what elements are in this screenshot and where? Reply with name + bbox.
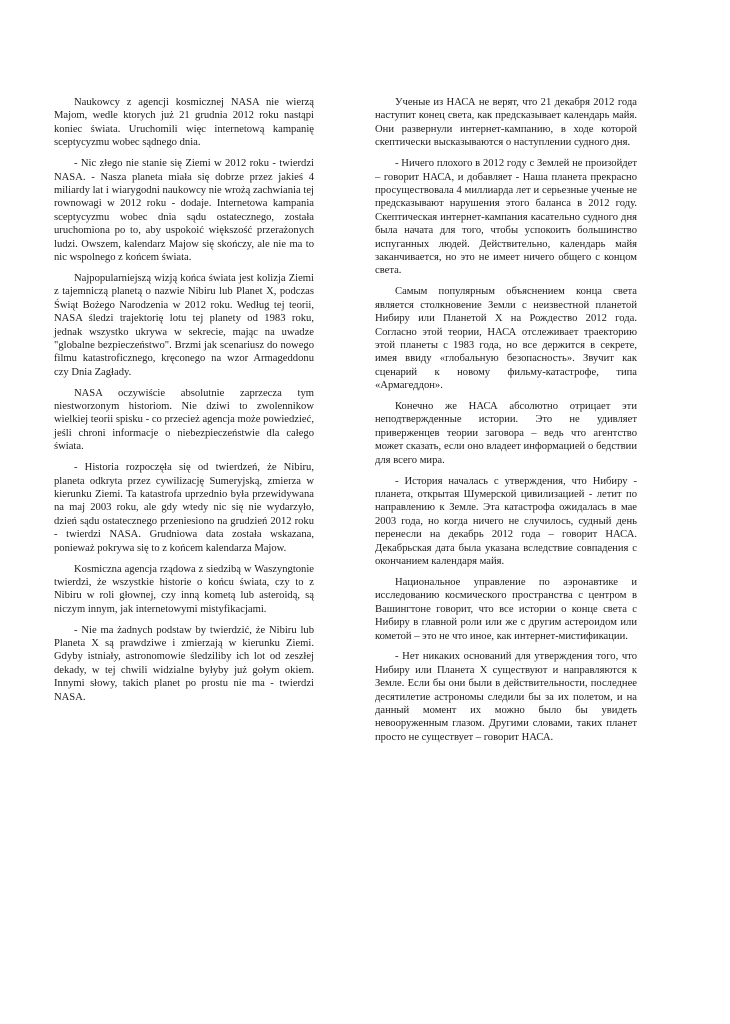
polish-paragraph-2: - Nic złego nie stanie się Ziemi w 2012 roku - twierdzi NASA. - Nasza planeta miała się dobrze przez jakieś 4 miliardy lat i wiarygodni naukowcy nie wrożą zachwiania tej rownowagi w 2012 roku - dodaje. Internetowa kampania sceptycyzmu wobec dnia sądu ostatecznego, została uruchomiona po to, aby uspokoić większość przerażonych ludzi. Owszem, kalendarz Majow się skończy, ale nie ma to nic wspolnego z końcem świata.	[54, 158, 314, 263]
russian-paragraph-2: - Ничего плохого в 2012 году с Землей не произойдет – говорит НАСА, и добавляет - Наша планета прекрасно просуществовала 4 миллиарда лет и серьезные ученые не предсказывают нарушения этого баланса в 2012 году. Скептическая интернет-кампания касательно судного дня была начата для того, чтобы успокоить большинство испуганных людей. Действительно, календарь майя заканчивается, но это не имеет ничего общего с концом света.	[375, 158, 637, 277]
polish-paragraph-6: Kosmiczna agencja rządowa z siedzibą w Waszyngtonie twierdzi, że wszystkie historie o końcu świata, czy to z Nibiru w roli głownej, czy inną kometą lub asteroidą, są niczym innym, jak internetowymi mistyfikacjami.	[54, 563, 314, 615]
russian-paragraph-6: Национальное управление по аэронавтике и исследованию космического пространства с центром в Вашингтоне говорит, что все истории о конце света с Нибиру в главной роли или же с другим астероидом или кометой – это не что иное, как интернет-мистификации.	[375, 576, 637, 642]
russian-column	[375, 96, 637, 752]
russian-paragraph-5: - История началась с утверждения, что Нибиру - планета, открытая Шумерской цивилизацией - летит по направлению к Земле. Эта катастрофа ожидалась в мае 2003 года, но когда ничего не случилось, судный день перенесли на декабрь 2012 года – говорит НАСА. Декабрьская дата была указана вследствие совпадения с окончанием календаря майя.	[375, 475, 637, 567]
russian-paragraph-7: - Нет никаких оснований для утверждения того, что Нибиру или Планета X существуют и направляются к Земле. Если бы они были в действительности, последнее десятилетие астрономы следили бы за их полетом, и на данный момент их можно было бы увидеть невооруженным глазом. Другими словами, таких планет просто не существует – говорит НАСА.	[375, 651, 637, 743]
polish-paragraph-7: - Nie ma żadnych podstaw by twierdzić, że Nibiru lub Planeta X są prawdziwe i zmierzają w kierunku Ziemi. Gdyby istniały, astronomowie śledziliby ich lot od zeszłej dekady, w tej chwili widzialne byłyby już gołym okiem. Innymi słowy, takich planet po prostu nie ma - twierdzi NASA.	[54, 624, 314, 703]
polish-paragraph-5: - Historia rozpoczęła się od twierdzeń, że Nibiru, planeta odkryta przez cywilizację Sumeryjską, zmierza w kierunku Ziemi. Ta katastrofa uprzednio była przewidywana na maj 2003 roku, ale gdy wtedy nic się nie wydarzyło, dzień sądu ostatecznego przeniesiono na grudzień 2012 roku - twierdzi NASA. Grudniowa data została wskazana, ponieważ pokrywa się to z końcem kalendarza Majow.	[54, 462, 314, 554]
polish-column	[54, 96, 314, 712]
polish-paragraph-1: Naukowcy z agencji kosmicznej NASA nie wierzą Majom, wedle ktorych już 21 grudnia 2012 roku nastąpi koniec świata. Uruchomili więc internetową kampanię sceptycyzmu wobec sądnego dnia.	[54, 97, 314, 149]
russian-paragraph-3: Самым популярным объяснением конца света является столкновение Земли с неизвестной планетой Нибиру или Планетой X на Рождество 2012 года. Согласно этой теории, НАСА отслеживает траекторию этой планеты с 1983 года, но все держится в секрете, имея ввиду «глобальную безопасность». Звучит как сценарий к новому фильму-катастрофе, типа «Армагеддон».	[375, 286, 637, 392]
russian-paragraph-4: Конечно же НАСА абсолютно отрицает эти неподтвержденные истории. Это не удивляет приверженцев теории заговора – ведь что агентство может сказать, если оно владеет информацией о бедствии для всего мира.	[375, 401, 637, 466]
russian-paragraph-1: Ученые из НАСА не верят, что 21 декабря 2012 года наступит конец света, как предсказывает календарь майя. Они развернули интернет-кампанию, в ходе которой скептически высказываются о наступлении судного дня.	[375, 97, 637, 149]
polish-paragraph-3: Najpopularniejszą wizją końca świata jest kolizja Ziemi z tajemniczą planetą o nazwie Nibiru lub Planet X, podczas Świąt Bożego Narodzenia w 2012 roku. Według tej teorii, NASA śledzi trajektorię lotu tej planety od 1983 roku, jednak wszystko ukrywa w sekrecie, mając na uwadze "globalne bezpieczeństwo". Brzmi jak scenariusz do nowego filmu katastroficznego, kręconego na wzor Armageddonu czy Dnia Zagłady.	[54, 272, 314, 378]
polish-paragraph-4: NASA oczywiście absolutnie zaprzecza tym niestworzonym historiom. Nie dziwi to zwolennikow wielkiej teorii spisku - co przecież agencja może powiedzieć, jeśli chroni informacje o niebezpieczeństwie dla całego świata.	[54, 387, 314, 453]
